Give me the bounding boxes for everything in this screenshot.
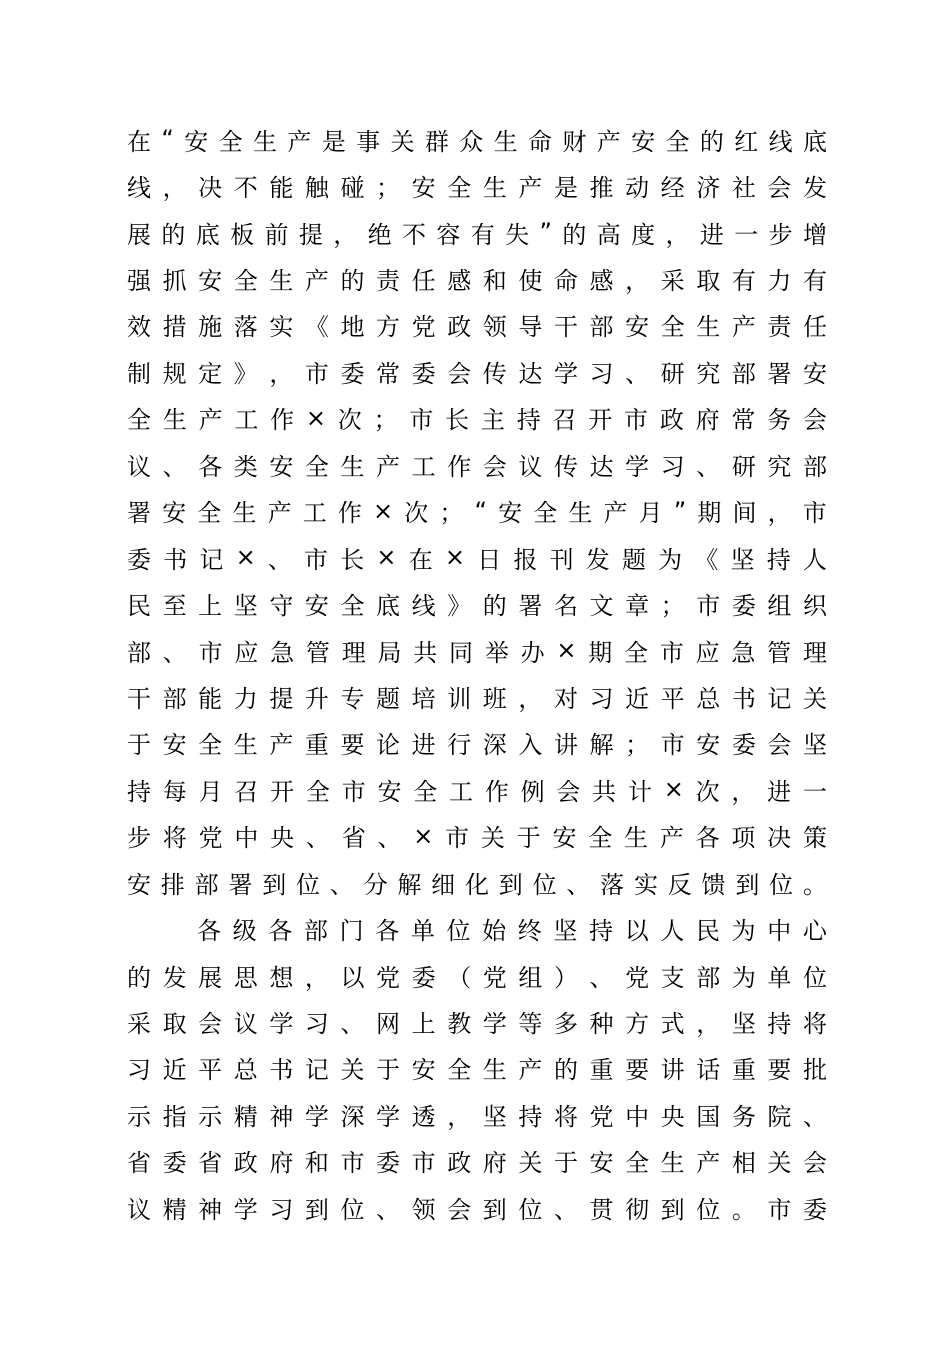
text-line: 委 书 记 × 、 市 长 × 在 × 日 报 刊 发 题 为 《 坚 持 人 [127, 543, 827, 574]
text-line: 省 委 省 政 府 和 市 委 市 政 府 关 于 安 全 生 产 相 关 会 [127, 1149, 827, 1178]
text-line: 采 取 会 议 学 习 、 网 上 教 学 等 多 种 方 式 ， 坚 持 将 [127, 1010, 827, 1039]
text-line: 习 近 平 总 书 记 关 于 安 全 生 产 的 重 要 讲 话 重 要 批 [127, 1056, 827, 1085]
text-line: 安 排 部 署 到 位 、 分 解 细 化 到 位 、 落 实 反 馈 到 位 。 [127, 870, 827, 899]
body-text [127, 116, 827, 1231]
text-line: 强 抓 安 全 生 产 的 责 任 感 和 使 命 感 ， 采 取 有 力 有 [127, 267, 827, 296]
text-line: 议 精 神 学 习 到 位 、 领 会 到 位 、 贯 彻 到 位 。 市 委 [127, 1195, 827, 1224]
text-line: 于 安 全 生 产 重 要 论 进 行 深 入 讲 解 ； 市 安 委 会 坚 [127, 731, 827, 760]
text-line: 干 部 能 力 提 升 专 题 培 训 班 ， 对 习 近 平 总 书 记 关 [127, 684, 827, 713]
paragraph-start-line: 各 级 各 部 门 各 单 位 始 终 坚 持 以 人 民 为 中 心 [197, 917, 827, 946]
text-line: 全 生 产 工 作 × 次 ； 市 长 主 持 召 开 市 政 府 常 务 会 [127, 403, 827, 435]
text-line: 持 每 月 召 开 全 市 安 全 工 作 例 会 共 计 × 次 ， 进 一 [127, 775, 827, 806]
text-line: 步 将 党 中 央 、 省 、 × 市 关 于 安 全 生 产 各 项 决 策 [127, 821, 827, 853]
text-line: 议 、 各 类 安 全 生 产 工 作 会 议 传 达 学 习 、 研 究 部 [127, 452, 827, 481]
text-line: 制 规 定 》 ， 市 委 常 委 会 传 达 学 习 、 研 究 部 署 安 [127, 359, 827, 388]
text-line: 线 ， 决 不 能 触 碰 ； 安 全 生 产 是 推 动 经 济 社 会 发 [127, 174, 827, 203]
text-line: 展 的 底 板 前 提 ， 绝 不 容 有 失 ” 的 高 度 ， 进 一 步 增 [127, 218, 827, 249]
text-line: 民 至 上 坚 守 安 全 底 线 》 的 署 名 文 章 ； 市 委 组 织 [127, 592, 827, 621]
text-line: 示 指 示 精 神 学 深 学 透 ， 坚 持 将 党 中 央 国 务 院 、 [127, 1102, 827, 1131]
text-line: 署 安 全 生 产 工 作 × 次 ； “ 安 全 生 产 月 ” 期 间 ， 市 [127, 496, 827, 528]
text-line: 部 、 市 应 急 管 理 局 共 同 举 办 × 期 全 市 应 急 管 理 [127, 636, 827, 667]
text-line: 效 措 施 落 实 《 地 方 党 政 领 导 干 部 安 全 生 产 责 任 [127, 313, 827, 342]
text-line: 的 发 展 思 想 ， 以 党 委 （ 党 组 ） 、 党 支 部 为 单 位 [127, 963, 827, 992]
text-line: 在 “ 安 全 生 产 是 事 关 群 众 生 命 财 产 安 全 的 红 线 底 [127, 125, 827, 156]
